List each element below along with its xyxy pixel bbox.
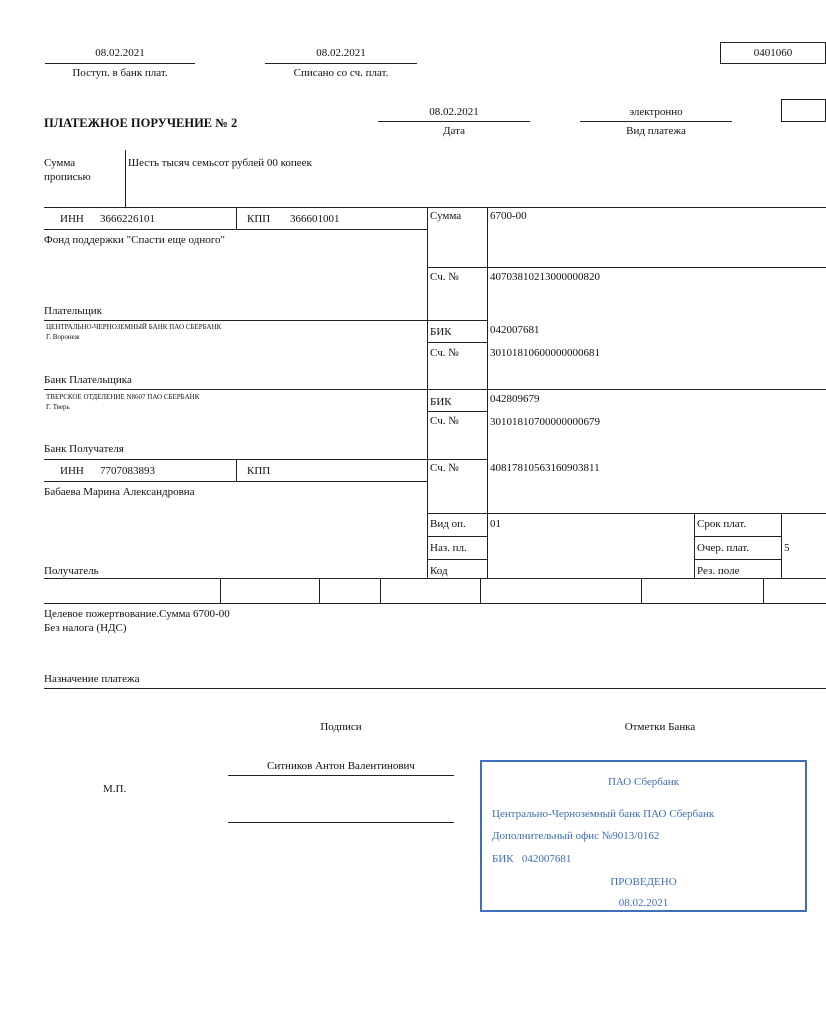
page-title: ПЛАТЕЖНОЕ ПОРУЧЕНИЕ № 2 xyxy=(44,116,238,130)
reserve-label: Рез. поле xyxy=(697,565,740,577)
form-code: 0401060 xyxy=(753,47,793,59)
signatures-label: Подписи xyxy=(320,721,362,733)
grid-line xyxy=(380,578,381,603)
grid-line xyxy=(44,603,826,604)
grid-line xyxy=(44,229,427,230)
grid-line xyxy=(44,389,826,390)
signer-name: Ситников Антон Валентинович xyxy=(267,760,415,772)
grid-line xyxy=(236,207,237,229)
grid-line xyxy=(44,320,487,321)
payee-inn: 7707083893 xyxy=(100,465,155,477)
grid-line xyxy=(427,536,487,537)
received-date-underline xyxy=(45,63,195,64)
grid-line xyxy=(427,559,487,560)
grid-line xyxy=(44,688,826,689)
grid-line xyxy=(44,207,826,208)
payer-label: Плательщик xyxy=(44,305,102,317)
purpose-code-label: Наз. пл. xyxy=(430,542,467,554)
stamp-place-label: М.П. xyxy=(103,783,127,795)
payer-bank-label: Банк Плательщика xyxy=(44,374,132,386)
payee-bank-account: 30101810700000000679 xyxy=(490,416,600,428)
payee-account-label: Сч. № xyxy=(430,462,459,474)
payer-inn: 3666226101 xyxy=(100,213,155,225)
grid-line xyxy=(694,513,695,578)
payer-bank-city: Г. Воронеж xyxy=(46,333,80,341)
stamp-bik-row xyxy=(492,853,571,865)
payee-name: Бабаева Марина Александровна xyxy=(44,486,195,498)
grid-line xyxy=(694,559,781,560)
grid-line xyxy=(427,342,487,343)
stamp-branch: Центрально-Черноземный банк ПАО Сбербанк xyxy=(492,808,715,820)
order-date-underline xyxy=(378,121,530,122)
payer-kpp-label: КПП xyxy=(247,213,271,225)
grid-line xyxy=(427,267,826,268)
grid-line xyxy=(694,536,781,537)
form-code-box xyxy=(720,42,826,64)
bank-stamp xyxy=(480,760,807,912)
debited-label: Списано со сч. плат. xyxy=(293,67,389,79)
grid-line xyxy=(487,207,488,578)
payee-bank-bik: 042809679 xyxy=(490,393,540,405)
grid-line xyxy=(44,481,427,482)
grid-line xyxy=(319,578,320,603)
amount-words-label: Сумма прописью xyxy=(44,157,91,183)
grid-line xyxy=(427,513,826,514)
payment-type-label: Вид платежа xyxy=(626,125,686,137)
payer-bank-account-label: Сч. № xyxy=(430,347,459,359)
signature-line xyxy=(228,822,454,823)
payee-bank-city: Г. Тверь xyxy=(46,403,70,411)
payer-bank-name: ЦЕНТРАЛЬНО-ЧЕРНОЗЕМНЫЙ БАНК ПАО СБЕРБАНК xyxy=(46,323,222,331)
grid-line xyxy=(480,578,481,603)
grid-line xyxy=(236,459,237,481)
priority: 5 xyxy=(784,542,790,554)
amount-words-value: Шесть тысяч семьсот рублей 00 копеек xyxy=(128,157,312,169)
payer-sum-label: Сумма xyxy=(430,210,462,222)
grid-line xyxy=(427,411,487,412)
stamp-office: Дополнительный офис №9013/0162 xyxy=(492,830,660,842)
payer-bank-account: 30101810600000000681 xyxy=(490,347,600,359)
due-date-label: Срок плат. xyxy=(697,518,747,530)
op-type-label: Вид оп. xyxy=(430,518,466,530)
payment-type: электронно xyxy=(629,106,683,118)
payee-account: 40817810563160903811 xyxy=(490,462,600,474)
grid-line xyxy=(781,513,782,578)
signature-line xyxy=(228,775,454,776)
grid-line xyxy=(427,207,428,578)
purpose-line2: Без налога (НДС) xyxy=(44,622,127,634)
op-type: 01 xyxy=(490,518,501,530)
purpose-line1: Целевое пожертвование.Сумма 6700-00 xyxy=(44,608,230,620)
grid-line xyxy=(641,578,642,603)
payer-kpp: 366601001 xyxy=(290,213,340,225)
payer-name: Фонд поддержки "Спасти еще одного" xyxy=(44,234,225,246)
grid-line xyxy=(220,578,221,603)
priority-label: Очер. плат. xyxy=(697,542,750,554)
order-date: 08.02.2021 xyxy=(429,106,479,118)
payee-label: Получатель xyxy=(44,565,99,577)
payer-inn-label: ИНН xyxy=(60,213,84,225)
payer-account-label: Сч. № xyxy=(430,271,459,283)
payee-bank-label: Банк Получателя xyxy=(44,443,124,455)
stamp-bank: ПАО Сбербанк xyxy=(607,776,680,788)
stamp-status: ПРОВЕДЕНО xyxy=(610,876,677,888)
amount-words-divider xyxy=(125,150,126,207)
debited-date: 08.02.2021 xyxy=(316,47,366,59)
debited-date-underline xyxy=(265,63,417,64)
order-date-label: Дата xyxy=(443,125,465,137)
payee-bank-name: ТВЕРСКОЕ ОТДЕЛЕНИЕ N8607 ПАО СБЕРБАНК xyxy=(46,393,200,401)
stamp-date: 08.02.2021 xyxy=(618,897,669,909)
payment-type-underline xyxy=(580,121,732,122)
payee-kpp-label: КПП xyxy=(247,465,271,477)
payer-sum: 6700-00 xyxy=(490,210,527,222)
payer-bank-bik: 042007681 xyxy=(490,324,540,336)
grid-line xyxy=(44,578,826,579)
bank-marks-label: Отметки Банка xyxy=(624,721,696,733)
stamp-bik: 042007681 xyxy=(521,853,572,865)
stamp-bik-label: БИК xyxy=(492,853,514,865)
payee-bank-bik-label: БИК xyxy=(430,396,452,408)
empty-code-box xyxy=(781,99,826,122)
grid-line xyxy=(44,459,487,460)
received-date: 08.02.2021 xyxy=(95,47,145,59)
code-label: Код xyxy=(430,565,448,577)
payer-bank-bik-label: БИК xyxy=(430,326,452,338)
received-label: Поступ. в банк плат. xyxy=(72,67,168,79)
payee-inn-label: ИНН xyxy=(60,465,84,477)
payer-account: 40703810213000000820 xyxy=(490,271,600,283)
grid-line xyxy=(763,578,764,603)
payee-bank-account-label: Сч. № xyxy=(430,415,459,427)
purpose-label: Назначение платежа xyxy=(44,673,140,685)
